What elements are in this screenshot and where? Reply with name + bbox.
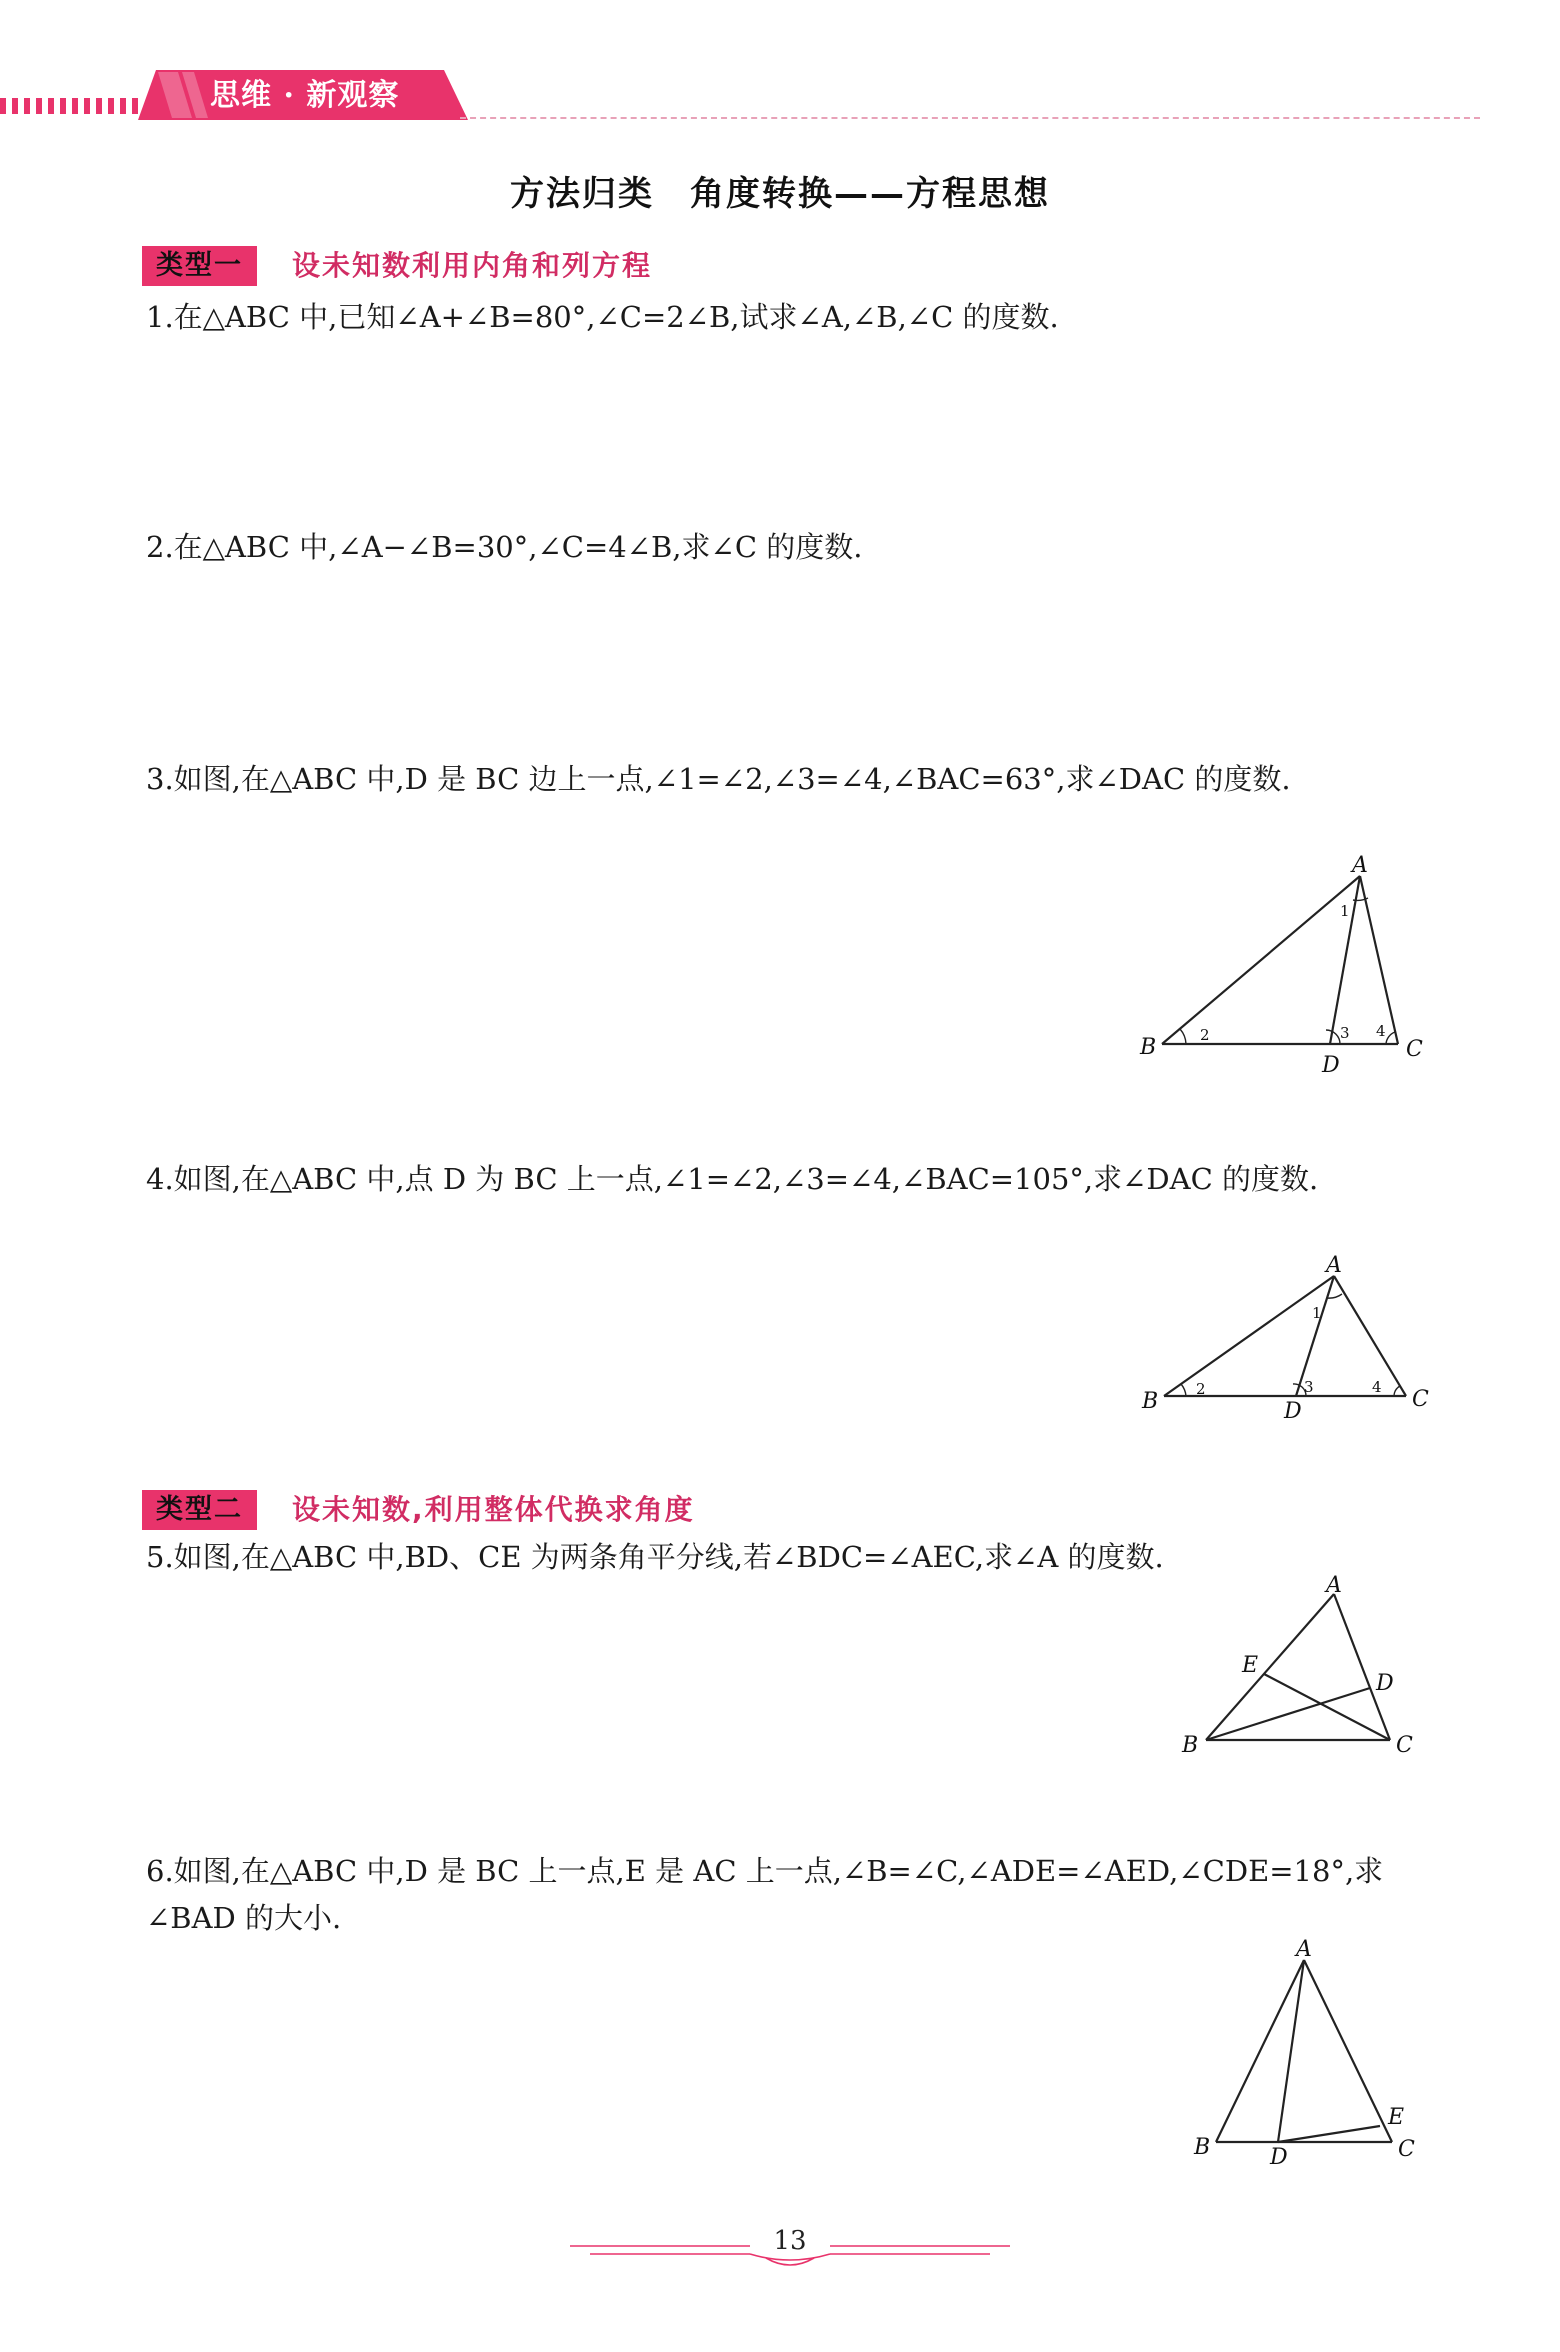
fig3-label-b: B bbox=[1140, 1035, 1157, 1060]
fig3-angle-1: 1 bbox=[1340, 902, 1350, 920]
fig6-label-b: B bbox=[1194, 2135, 1211, 2160]
fig4-angle-4: 4 bbox=[1372, 1378, 1382, 1396]
figure-q4 bbox=[1136, 1253, 1436, 1430]
fig3-angle-2: 2 bbox=[1200, 1026, 1210, 1044]
fig5-label-d: D bbox=[1376, 1671, 1394, 1696]
fig5-label-b: B bbox=[1182, 1733, 1199, 1758]
section-tag-type-1: 类型一 bbox=[142, 246, 257, 286]
fig5-label-e: E bbox=[1242, 1653, 1259, 1678]
header-banner bbox=[138, 70, 468, 120]
fig3-label-c: C bbox=[1406, 1037, 1423, 1062]
header-rule bbox=[460, 117, 1480, 119]
fig3-angle-4: 4 bbox=[1376, 1022, 1386, 1040]
fig6-label-e: E bbox=[1388, 2105, 1405, 2130]
figure-q5 bbox=[1170, 1573, 1430, 1764]
page-title: 方法归类 角度转换——方程思想 bbox=[510, 174, 1050, 214]
question-5: 5.如图,在△ABC 中,BD、CE 为两条角平分线,若∠BDC=∠AEC,求∠A 的度数. bbox=[146, 1540, 1164, 1574]
fig4-label-c: C bbox=[1412, 1387, 1429, 1412]
fig6-label-a: A bbox=[1296, 1937, 1312, 1962]
question-2: 2.在△ABC 中,∠A−∠B=30°,∠C=4∠B,求∠C 的度数. bbox=[146, 530, 863, 564]
fig3-label-a: A bbox=[1352, 853, 1368, 878]
fig4-label-a: A bbox=[1326, 1253, 1342, 1278]
question-1: 1.在△ABC 中,已知∠A+∠B=80°,∠C=2∠B,试求∠A,∠B,∠C 的度数. bbox=[146, 300, 1059, 334]
fig4-angle-2: 2 bbox=[1196, 1380, 1206, 1398]
fig4-label-b: B bbox=[1142, 1389, 1159, 1414]
fig3-label-d: D bbox=[1322, 1053, 1340, 1078]
header-title: 思维 · 新观察 bbox=[210, 78, 400, 113]
fig4-angle-1: 1 bbox=[1312, 1304, 1322, 1322]
fig4-label-d: D bbox=[1284, 1399, 1302, 1424]
section-heading-type-2: 设未知数,利用整体代换求角度 bbox=[292, 1493, 695, 1526]
fig6-label-d: D bbox=[1270, 2145, 1288, 2170]
footer-ornament bbox=[570, 2226, 1010, 2286]
page-number: 13 bbox=[773, 2226, 807, 2256]
fig4-angle-3: 3 bbox=[1304, 1378, 1314, 1396]
section-tag-type-2: 类型二 bbox=[142, 1490, 257, 1530]
question-3: 3.如图,在△ABC 中,D 是 BC 边上一点,∠1=∠2,∠3=∠4,∠BAC=63°,求∠DAC 的度数. bbox=[146, 762, 1291, 796]
figure-q6 bbox=[1180, 1937, 1430, 2174]
fig3-angle-3: 3 bbox=[1340, 1024, 1350, 1042]
fig5-label-a: A bbox=[1326, 1573, 1342, 1598]
question-4: 4.如图,在△ABC 中,点 D 为 BC 上一点,∠1=∠2,∠3=∠4,∠BAC=105°,求∠DAC 的度数. bbox=[146, 1162, 1319, 1196]
section-heading-type-1: 设未知数利用内角和列方程 bbox=[292, 249, 653, 282]
fig5-label-c: C bbox=[1396, 1733, 1413, 1758]
fig6-label-c: C bbox=[1398, 2137, 1415, 2162]
header-stripes bbox=[0, 94, 160, 116]
figure-q3 bbox=[1140, 853, 1430, 1084]
question-6: 6.如图,在△ABC 中,D 是 BC 上一点,E 是 AC 上一点,∠B=∠C,∠ADE=∠AED,∠CDE=18°,求∠BAD 的大小. bbox=[146, 1854, 1384, 1935]
